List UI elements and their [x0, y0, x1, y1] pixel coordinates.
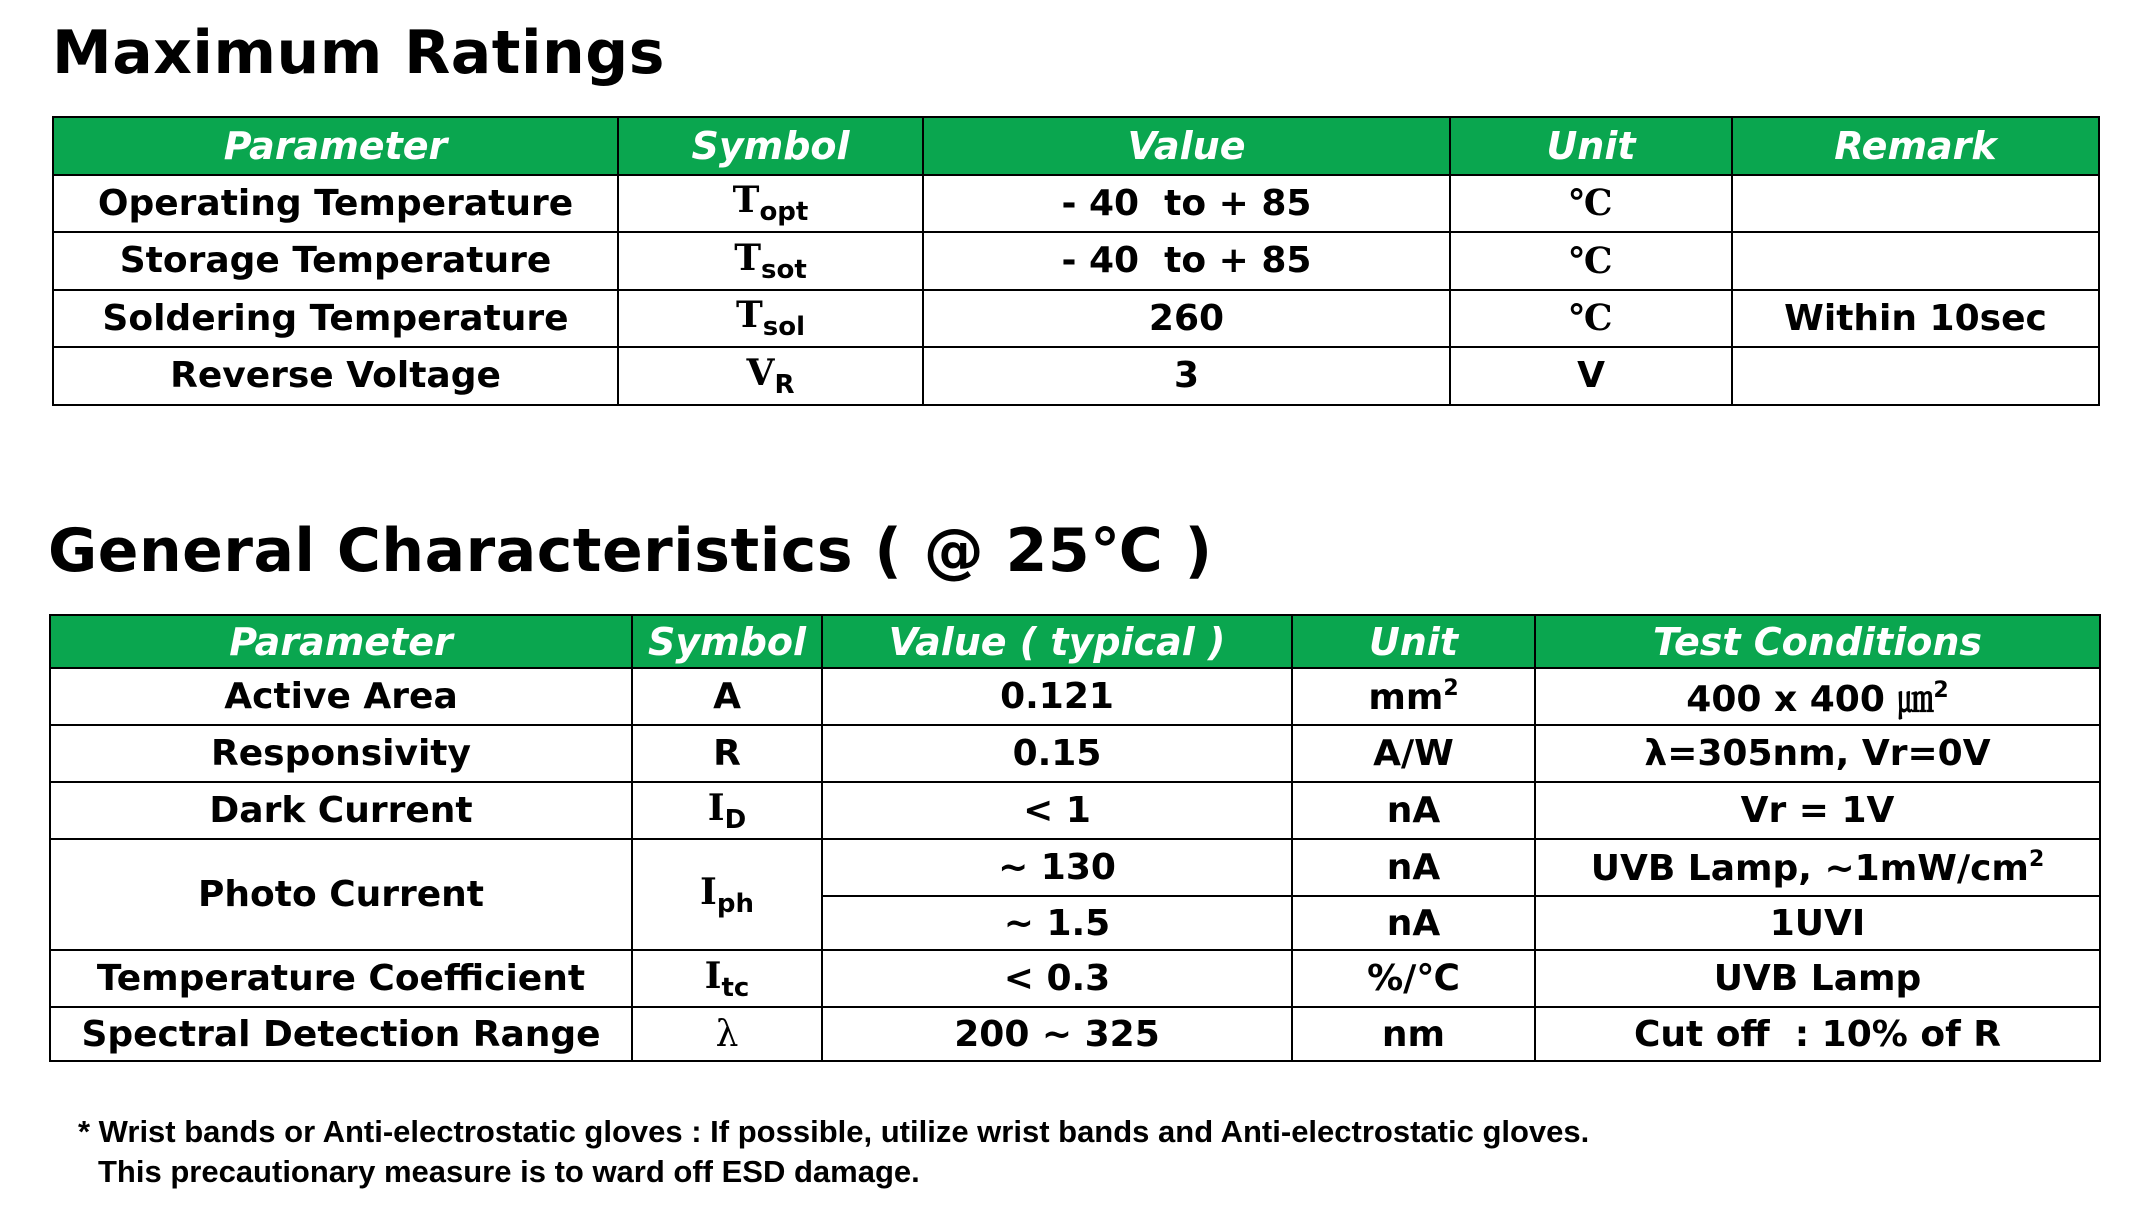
- unit-superscript: 2: [1443, 675, 1459, 701]
- value-cell: < 0.3: [822, 950, 1292, 1007]
- parameter-cell: Dark Current: [50, 782, 632, 839]
- symbol: R: [713, 733, 741, 774]
- value-cell: < 1: [822, 782, 1292, 839]
- value-cell: 200 ~ 325: [822, 1007, 1292, 1061]
- symbol: T: [735, 294, 763, 337]
- parameter-cell: Storage Temperature: [53, 232, 618, 290]
- unit-cell: nA: [1292, 839, 1535, 896]
- header-symbol: Symbol: [618, 117, 923, 175]
- value-cell: - 40 to + 85: [923, 232, 1450, 290]
- value-cell: 0.15: [822, 725, 1292, 782]
- max-ratings-title: Maximum Ratings: [52, 18, 665, 88]
- symbol: V: [746, 351, 775, 394]
- remark-cell: [1732, 347, 2099, 405]
- symbol: λ: [715, 1013, 739, 1055]
- symbol: I: [700, 870, 717, 913]
- symbol-subscript: opt: [759, 197, 809, 228]
- parameter-cell: Responsivity: [50, 725, 632, 782]
- table-row: [50, 668, 2100, 725]
- condition-cell: 1UVI: [1535, 896, 2100, 950]
- symbol: I: [704, 954, 722, 997]
- header-parameter: Parameter: [50, 615, 632, 668]
- parameter-cell: Temperature Coefficient: [50, 950, 632, 1007]
- unit-cell: %/℃: [1292, 950, 1535, 1007]
- unit-cell: nA: [1292, 782, 1535, 839]
- condition-cell: UVB Lamp: [1535, 950, 2100, 1007]
- unit-cell: nm: [1292, 1007, 1535, 1061]
- max-ratings-table: [52, 116, 2100, 406]
- remark-cell: Within 10sec: [1732, 290, 2099, 348]
- symbol-cell: [632, 950, 822, 1007]
- table-row: [53, 232, 2099, 290]
- condition-cell: Vr = 1V: [1535, 782, 2100, 839]
- remark-cell: [1732, 175, 2099, 233]
- condition-cell: [1535, 839, 2100, 896]
- symbol-cell: [632, 782, 822, 839]
- condition-cell: λ=305nm, Vr=0V: [1535, 725, 2100, 782]
- symbol-subscript: R: [774, 369, 795, 400]
- unit-cell: ℃: [1450, 175, 1732, 233]
- condition-text: 400 x 400 ㎛: [1686, 679, 1934, 720]
- unit-cell: V: [1450, 347, 1732, 405]
- header-symbol: Symbol: [632, 615, 822, 668]
- header-unit: Unit: [1292, 615, 1535, 668]
- symbol: T: [732, 179, 760, 222]
- parameter-cell: Photo Current: [50, 839, 632, 950]
- unit-text: mm: [1368, 676, 1444, 718]
- table-header-row: [50, 615, 2100, 668]
- value-cell: 0.121: [822, 668, 1292, 725]
- symbol-subscript: sol: [762, 312, 806, 343]
- condition-superscript: 2: [2028, 846, 2045, 872]
- value-cell: ~ 130: [822, 839, 1292, 896]
- symbol-cell: [618, 175, 923, 233]
- parameter-cell: Soldering Temperature: [53, 290, 618, 348]
- header-unit: Unit: [1450, 117, 1732, 175]
- symbol-subscript: sot: [761, 254, 807, 285]
- value-cell: ~ 1.5: [822, 896, 1292, 950]
- table-row: [50, 839, 2100, 896]
- esd-note: [78, 1112, 1589, 1192]
- symbol-subscript: D: [724, 804, 747, 835]
- header-value: Value: [923, 117, 1450, 175]
- condition-text: UVB Lamp, ~1mW/cm: [1590, 847, 2029, 889]
- table-row: [50, 950, 2100, 1007]
- header-value: Value ( typical ): [822, 615, 1292, 668]
- parameter-cell: Active Area: [50, 668, 632, 725]
- symbol-subscript: tc: [721, 972, 750, 1003]
- unit-cell: ℃: [1450, 290, 1732, 348]
- header-test-conditions: Test Conditions: [1535, 615, 2100, 668]
- unit-cell: A/W: [1292, 725, 1535, 782]
- general-characteristics-table: [49, 614, 2101, 1062]
- header-remark: Remark: [1732, 117, 2099, 175]
- table-header-row: [53, 117, 2099, 175]
- symbol-cell: [632, 1007, 822, 1061]
- value-cell: 3: [923, 347, 1450, 405]
- unit-cell: ℃: [1450, 232, 1732, 290]
- remark-cell: [1732, 232, 2099, 290]
- parameter-cell: Spectral Detection Range: [50, 1007, 632, 1061]
- symbol-cell: [632, 725, 822, 782]
- unit-cell: [1292, 668, 1535, 725]
- symbol: T: [734, 236, 761, 279]
- condition-cell: Cut off : 10% of R: [1535, 1007, 2100, 1061]
- symbol: I: [707, 786, 725, 829]
- symbol-cell: [618, 290, 923, 348]
- general-characteristics-title: General Characteristics ( @ 25℃ ): [48, 516, 1213, 586]
- value-cell: - 40 to + 85: [923, 175, 1450, 233]
- condition-superscript: 2: [1933, 678, 1949, 703]
- table-row: [53, 175, 2099, 233]
- condition-cell: [1535, 668, 2100, 725]
- table-row: [50, 725, 2100, 782]
- value-cell: 260: [923, 290, 1450, 348]
- symbol-cell: [618, 347, 923, 405]
- symbol-subscript: ph: [716, 888, 754, 919]
- esd-note-line-2: This precautionary measure is to ward off ESD damage.: [98, 1154, 920, 1189]
- table-row: [53, 347, 2099, 405]
- table-row: [50, 782, 2100, 839]
- header-parameter: Parameter: [53, 117, 618, 175]
- unit-cell: nA: [1292, 896, 1535, 950]
- symbol-cell: [632, 668, 822, 725]
- symbol-cell: [632, 839, 822, 950]
- symbol: A: [713, 676, 741, 717]
- symbol-cell: [618, 232, 923, 290]
- table-row: [50, 1007, 2100, 1061]
- parameter-cell: Reverse Voltage: [53, 347, 618, 405]
- table-row: [53, 290, 2099, 348]
- esd-note-line-1: * Wrist bands or Anti-electrostatic gloves : If possible, utilize wrist bands and Anti-electrostatic gloves.: [78, 1114, 1590, 1149]
- parameter-cell: Operating Temperature: [53, 175, 618, 233]
